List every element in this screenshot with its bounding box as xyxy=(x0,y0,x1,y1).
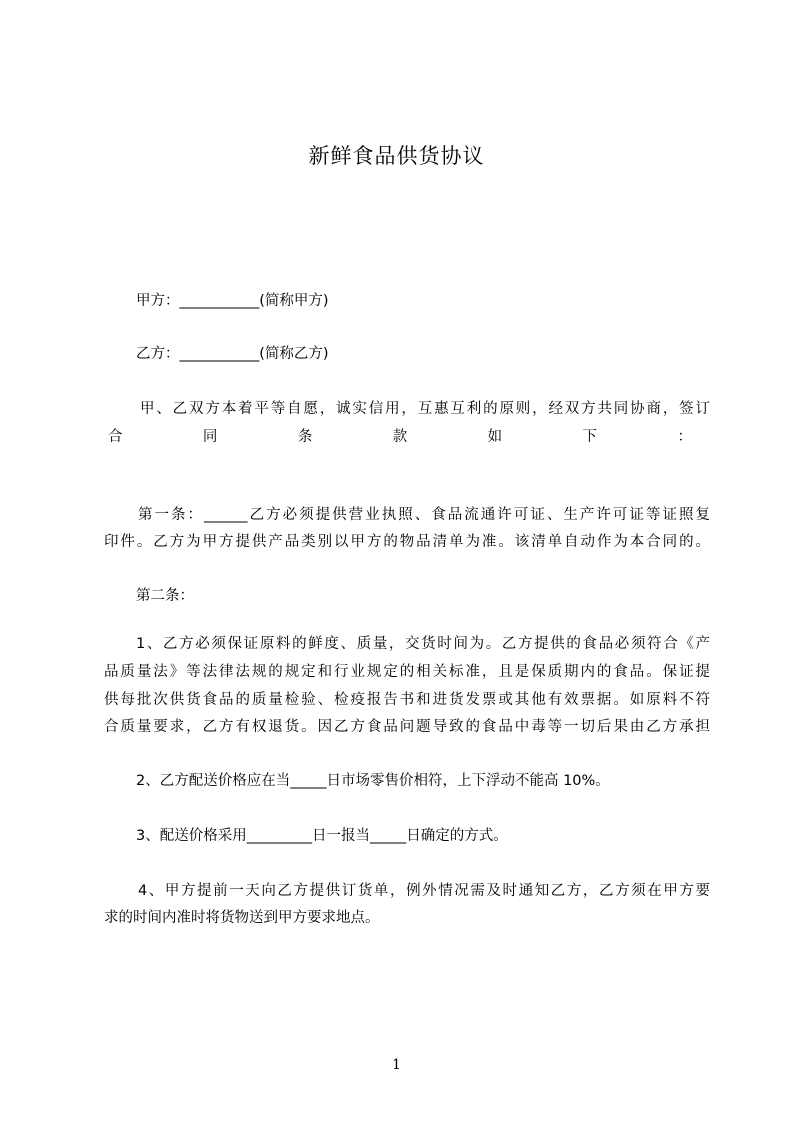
preamble-char: 如 xyxy=(487,429,503,445)
article-1-line-2: 印件。乙方为甲方提供产品类别以甲方的物品清单为准。该清单自动作为本合同的。 xyxy=(104,534,710,550)
preamble-char: 条 xyxy=(297,429,313,445)
preamble-char: ： xyxy=(677,429,692,445)
page-number: 1 xyxy=(392,1057,401,1073)
clause-1-line-2: 品质量法》等法律法规的规定和行业规定的相关标准，且是保质期内的食品。保证提 xyxy=(104,664,710,680)
clause-1-line-3: 供每批次供货食品的质量检验、检疫报告书和进货发票或其他有效票据。如原料不符 xyxy=(104,692,710,708)
article-1-line-1: 第一条：______乙方必须提供营业执照、食品流通许可证、生产许可证等证照复 xyxy=(138,507,710,523)
preamble-char: 合 xyxy=(108,429,123,445)
clause-2: 2、乙方配送价格应在当_____日市场零售价相符，上下浮动不能高 10%。 xyxy=(136,773,610,789)
preamble-char: 下 xyxy=(582,429,598,445)
clause-4-line-2: 求的时间内准时将货物送到甲方要求地点。 xyxy=(104,910,380,926)
clause-4-line-1: 4、甲方提前一天向乙方提供订货单，例外情况需及时通知乙方，乙方须在甲方要 xyxy=(138,883,710,899)
clause-3: 3、配送价格采用_________日一报当_____日确定的方式。 xyxy=(136,828,508,844)
party-b-line: 乙方：___________(简称乙方) xyxy=(136,346,329,362)
party-a-line: 甲方：___________(简称甲方) xyxy=(136,293,329,309)
preamble-char: 款 xyxy=(392,429,408,445)
clause-1-line-1: 1、乙方必须保证原料的鲜度、质量，交货时间为。乙方提供的食品必须符合《产 xyxy=(136,636,710,652)
preamble-line-1: 甲、乙双方本着平等自愿，诚实信用，互惠互利的原则，经双方共同协商，签订 xyxy=(140,401,710,417)
article-2-heading: 第二条： xyxy=(136,588,194,604)
preamble-char: 同 xyxy=(202,429,218,445)
clause-1-line-4: 合质量要求，乙方有权退货。因乙方食品问题导致的食品中毒等一切后果由乙方承担 xyxy=(104,719,710,735)
document-title: 新鲜食品供货协议 xyxy=(308,144,485,168)
preamble-line-2 xyxy=(108,427,692,447)
